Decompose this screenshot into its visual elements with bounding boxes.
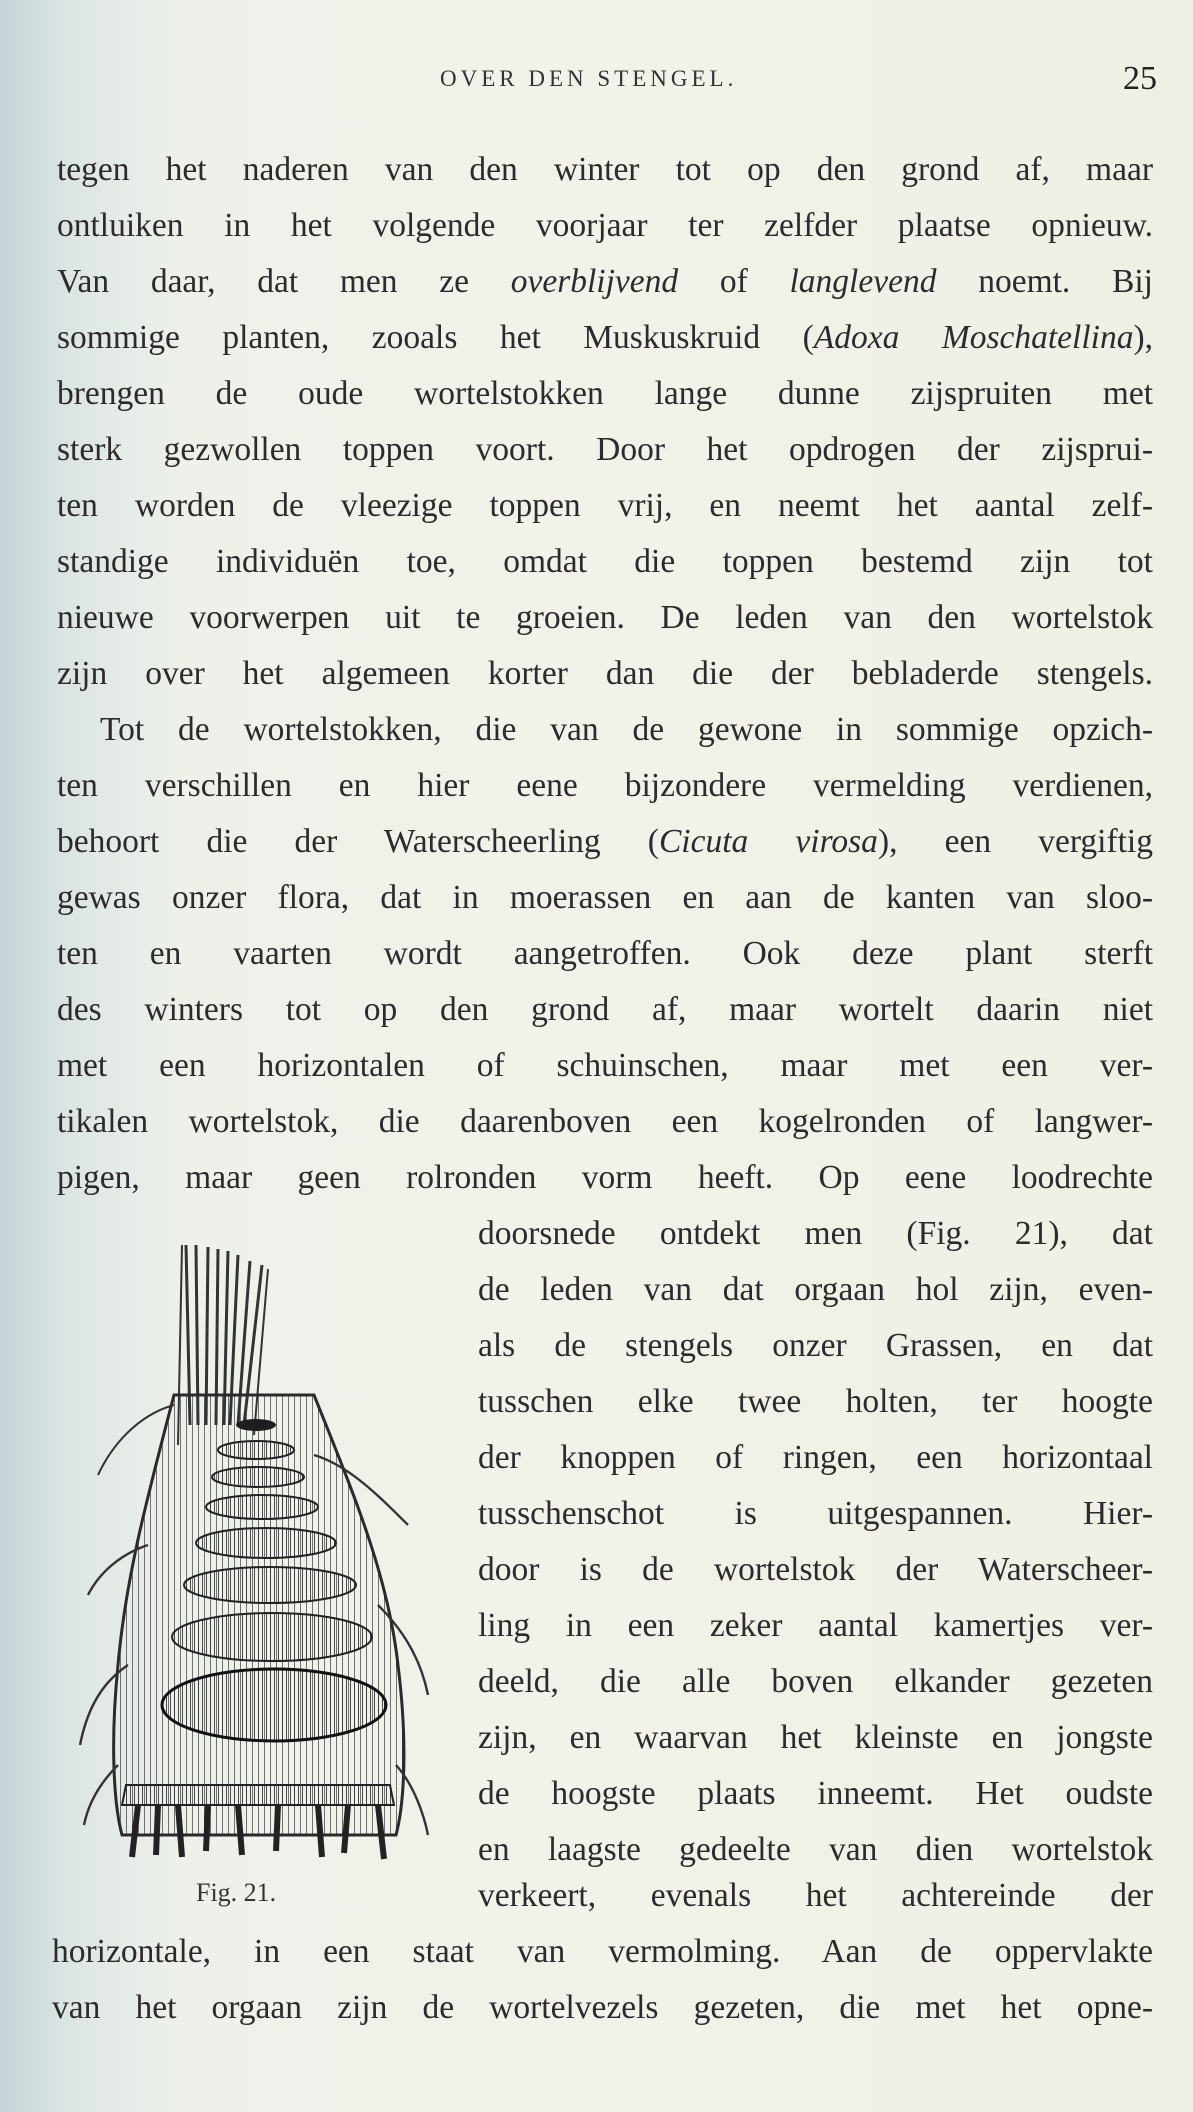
text-line: de leden van dat orgaan hol zijn, even- xyxy=(478,1271,1153,1308)
text-line: ten worden de vleezige toppen vrij, en neemt het aantal zelf- xyxy=(57,487,1153,524)
text-line: brengen de oude wortelstokken lange dunne zijspruiten met xyxy=(57,375,1153,412)
text-line: door is de wortelstok der Waterscheer- xyxy=(478,1551,1153,1588)
page-number: 25 xyxy=(1123,60,1157,97)
text-line: des winters tot op den grond af, maar wortelt daarin niet xyxy=(57,991,1153,1028)
text-line: tegen het naderen van den winter tot op den grond af, maar xyxy=(57,151,1153,188)
running-header xyxy=(0,62,1193,102)
text-line: van het orgaan zijn de wortelvezels gezeten, die met het opne- xyxy=(52,1989,1153,2026)
italic-term: overblijvend xyxy=(510,263,679,300)
text-line: ontluiken in het volgende voorjaar ter zelfder plaatse opnieuw. xyxy=(57,207,1153,244)
text-line: nieuwe voorwerpen uit te groeien. De leden van den wortelstok xyxy=(57,599,1153,636)
text-line: zijn over het algemeen korter dan die der bebladerde stengels. xyxy=(57,655,1153,692)
running-title: OVER DEN STENGEL. xyxy=(440,66,738,91)
figure-caption: Fig. 21. xyxy=(196,1878,277,1907)
text-line: ten verschillen en hier eene bijzondere vermelding verdienen, xyxy=(57,767,1153,804)
italic-species-name: Cicuta virosa xyxy=(658,823,878,860)
text-line: met een horizontalen of schuinschen, maar met een ver- xyxy=(57,1047,1153,1084)
text-line: doorsnede ontdekt men (Fig. 21), dat xyxy=(478,1215,1153,1252)
text-line: der knoppen of ringen, een horizontaal xyxy=(478,1439,1153,1476)
italic-species-name: Adoxa Moschatellina xyxy=(813,319,1134,356)
text-line: ling in een zeker aantal kamertjes ver- xyxy=(478,1607,1153,1644)
text-line: ten en vaarten wordt aangetroffen. Ook deze plant sterft xyxy=(57,935,1153,972)
text-line: als de stengels onzer Grassen, en dat xyxy=(478,1327,1153,1364)
text-line: Van daar, dat men ze overblijvend of langlevend noemt. Bij xyxy=(57,263,1153,300)
text-line: en laagste gedeelte van dien wortelstok xyxy=(478,1831,1153,1868)
text-line: de hoogste plaats inneemt. Het oudste xyxy=(478,1775,1153,1812)
figure-21 xyxy=(78,1245,434,1867)
italic-term: langlevend xyxy=(789,263,937,300)
text-line: horizontale, in een staat van vermolming. Aan de oppervlakte xyxy=(52,1933,1153,1970)
text-line: sommige planten, zooals het Muskuskruid (Adoxa Moschatellina), xyxy=(57,319,1153,356)
paragraph-start-line: Tot de wortelstokken, die van de gewone in sommige opzich- xyxy=(100,711,1153,748)
text-line: zijn, en waarvan het kleinste en jongste xyxy=(478,1719,1153,1756)
text-line: verkeert, evenals het achtereinde der xyxy=(478,1877,1153,1914)
text-line: gewas onzer flora, dat in moerassen en aan de kanten van sloo- xyxy=(57,879,1153,916)
rhizome-section-illustration xyxy=(78,1245,434,1867)
text-line: tusschenschot is uitgespannen. Hier- xyxy=(478,1495,1153,1532)
text-line: pigen, maar geen rolronden vorm heeft. Op eene loodrechte xyxy=(57,1159,1153,1196)
text-line: tikalen wortelstok, die daarenboven een kogelronden of langwer- xyxy=(57,1103,1153,1140)
text-line: tusschen elke twee holten, ter hoogte xyxy=(478,1383,1153,1420)
text-line: deeld, die alle boven elkander gezeten xyxy=(478,1663,1153,1700)
text-line: behoort die der Waterscheerling (Cicuta virosa), een vergiftig xyxy=(57,823,1153,860)
text-line: sterk gezwollen toppen voort. Door het opdrogen der zijsprui- xyxy=(57,431,1153,468)
text-line: standige individuën toe, omdat die toppen bestemd zijn tot xyxy=(57,543,1153,580)
